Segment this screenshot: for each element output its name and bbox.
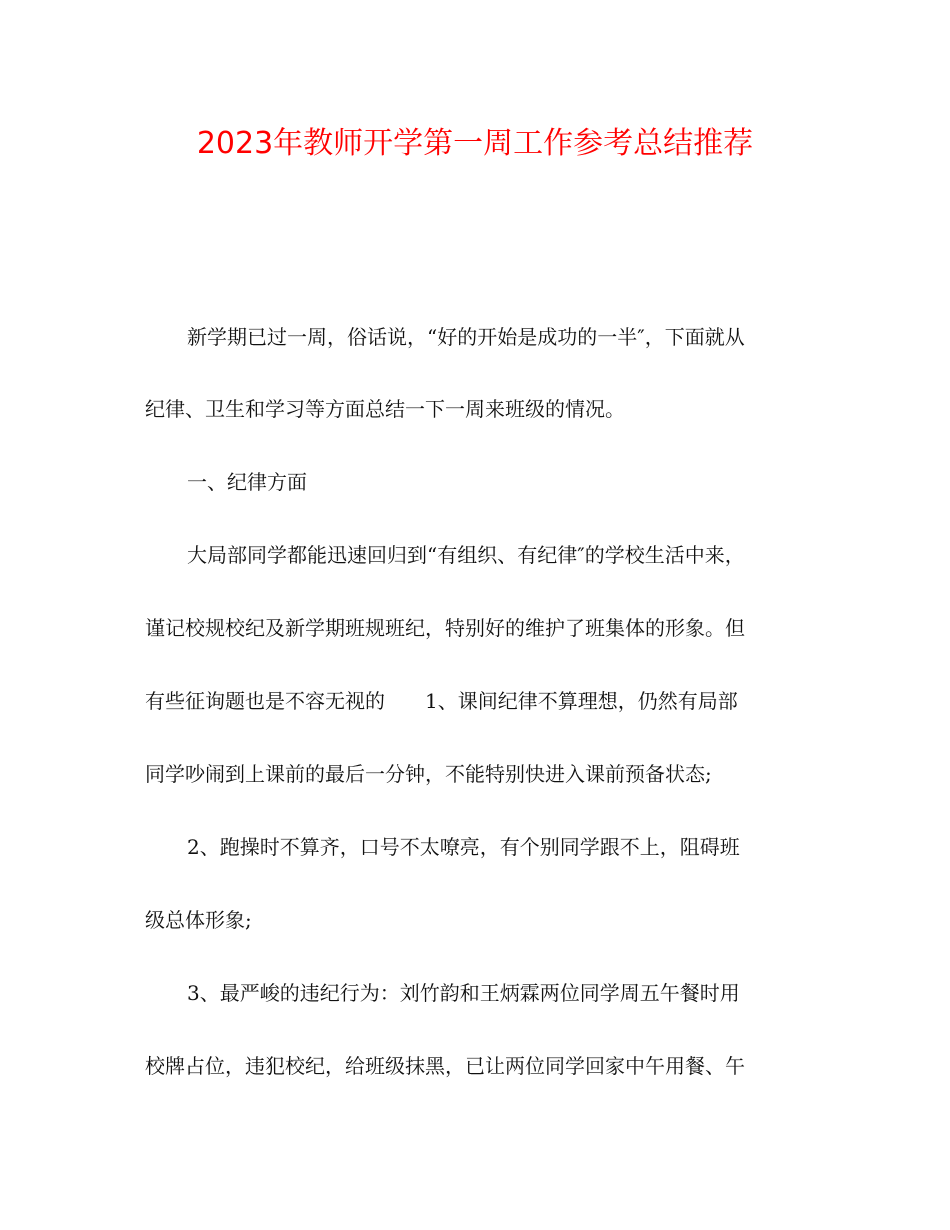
paragraph-line: 3、最严峻的违纪行为：刘竹韵和王炳霖两位同学周五午餐时用 xyxy=(187,981,740,1005)
paragraph-line: 新学期已过一周，俗话说，“好的开始是成功的一半″，下面就从 xyxy=(187,325,745,349)
paragraph-line: 纪律、卫生和学习等方面总结一下一周来班级的情况。 xyxy=(145,397,625,421)
paragraph-line: 大局部同学都能迅速回归到“有组织、有纪律″的学校生活中来， xyxy=(187,543,745,567)
section-heading: 一、纪律方面 xyxy=(187,470,307,494)
paragraph-line: 有些征询题也是不容无视的 1、课间纪律不算理想，仍然有局部 xyxy=(145,689,738,713)
document-title: 2023年教师开学第一周工作参考总结推荐 xyxy=(196,126,754,161)
paragraph-line: 同学吵闹到上课前的最后一分钟，不能特别快进入课前预备状态; xyxy=(145,762,712,786)
paragraph-line: 谨记校规校纪及新学期班规班纪，特别好的维护了班集体的形象。但 xyxy=(145,616,745,640)
paragraph-line: 校牌占位，违犯校纪，给班级抹黑，已让两位同学回家中午用餐、午 xyxy=(145,1054,745,1078)
paragraph-line: 2、跑操时不算齐，口号不太嘹亮，有个别同学跟不上，阻碍班 xyxy=(187,835,740,859)
paragraph-line: 级总体形象; xyxy=(145,908,252,932)
